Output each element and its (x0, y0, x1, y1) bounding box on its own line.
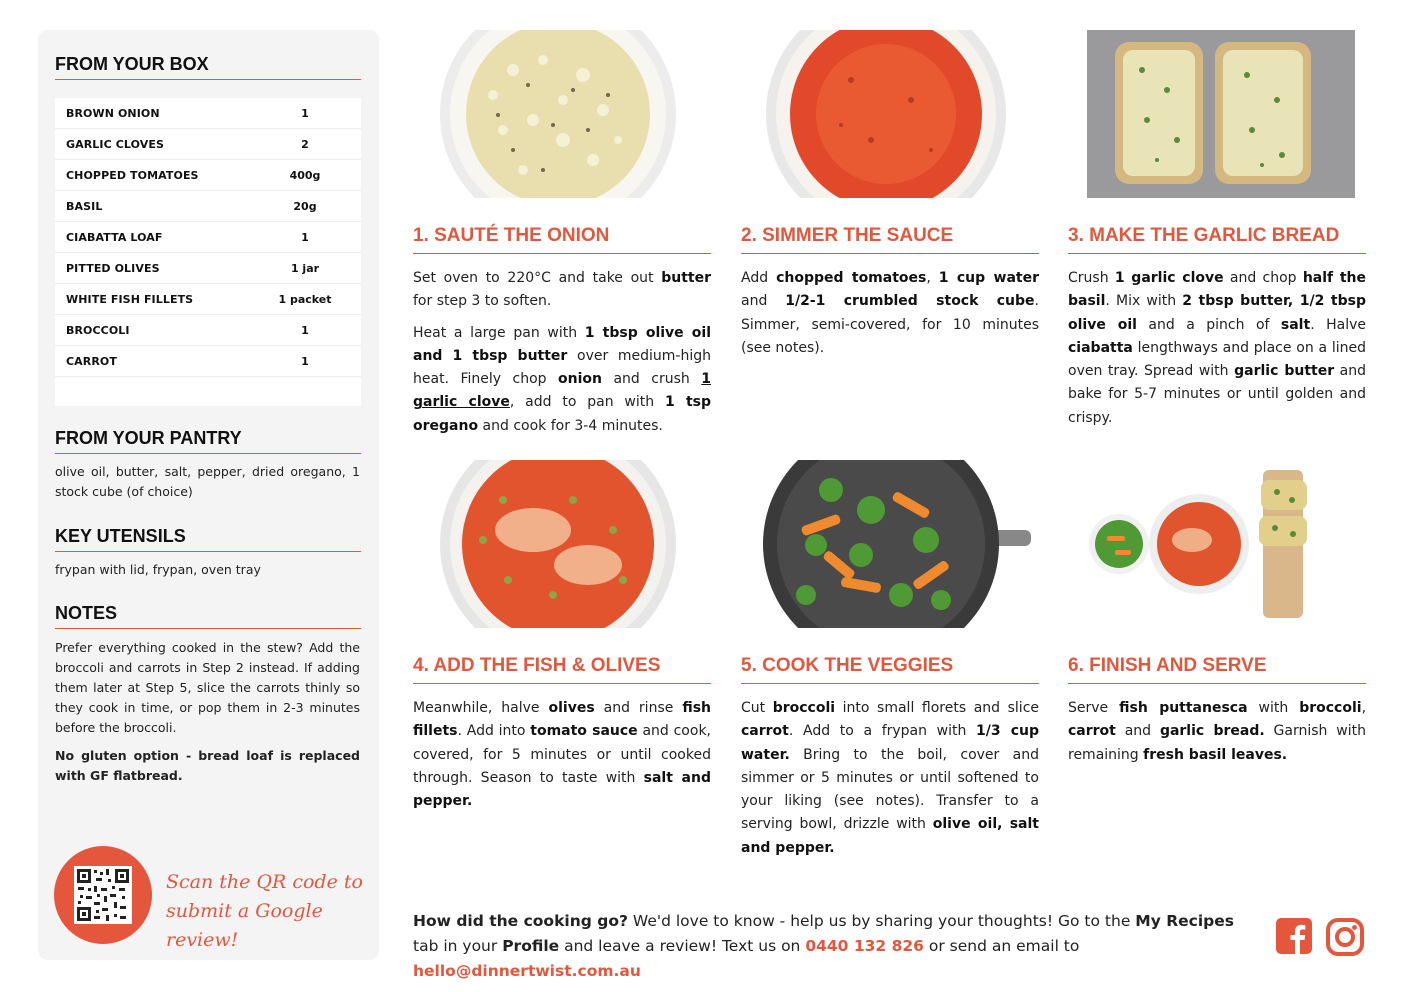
ingredient-row (55, 98, 361, 129)
step-2-text (741, 267, 1039, 368)
step-4-image (413, 460, 711, 628)
step-5-title: 5. COOK THE VEGGIES (741, 655, 1039, 684)
pantry-text: olive oil, butter, salt, pepper, dried oregano, 1 stock cube (of choice) (55, 464, 360, 499)
ingredient-qty: 400g (289, 168, 321, 182)
from-your-box-title: FROM YOUR BOX (55, 54, 361, 80)
step-4-text (413, 697, 711, 821)
ingredient-name: BROCCOLI (66, 323, 130, 337)
ingredient-row (55, 253, 361, 284)
my-recipes-link[interactable]: My Recipes (1135, 912, 1234, 930)
ingredient-qty: 1 packet (278, 292, 332, 306)
footer-question: How did the cooking go? (413, 912, 628, 930)
step-5-paragraph-1: Cut broccoli into small florets and slice carrot. Add to a frypan with 1/3 cup water. Bring to the boil, cover and simmer or 5 minutes or until softened to your liking (see notes). Transfer to a serving bowl, drizzle with olive oil, salt and pepper. (741, 700, 1039, 856)
step-2-paragraph-1: Add chopped tomatoes, 1 cup water and 1/2-1 crumbled stock cube. Simmer, semi-covered, for 10 minutes (see notes). (741, 270, 1040, 356)
step-4-title: 4. ADD THE FISH & OLIVES (413, 655, 711, 684)
ingredient-name: BASIL (66, 199, 103, 213)
step-6-text (1068, 697, 1366, 775)
qr-caption-line1: Scan the QR code to (166, 871, 363, 893)
ingredient-qty: 20g (293, 199, 317, 213)
ingredient-name: BROWN ONION (66, 106, 160, 120)
review-footer: How did the cooking go? We'd love to know - help us by sharing your thoughts! Go to the My Recipes tab in your Profile and leave a review! Text us on 0440 132 826 or send an email to hello@dinnertwist.com.au (413, 912, 1234, 980)
step-5-image (741, 460, 1039, 628)
step-3-paragraph-1: Crush 1 garlic clove and chop half the basil. Mix with 2 tbsp butter, 1/2 tbsp olive oil and a pinch of salt. Halve ciabatta lengthways and place on a lined oven tray. Spread with garlic butter and bake for 5-7 minutes or until golden and crispy. (1068, 270, 1366, 426)
qr-caption (166, 868, 366, 955)
step-6-title: 6. FINISH AND SERVE (1068, 655, 1366, 684)
from-your-pantry-title: FROM YOUR PANTRY (55, 428, 361, 454)
sidebar (38, 30, 379, 960)
ingredient-row (55, 191, 361, 222)
ingredient-qty: 1 jar (290, 261, 320, 275)
ingredient-name: GARLIC CLOVES (66, 137, 165, 151)
ingredient-qty: 2 (301, 137, 309, 151)
step-4-paragraph-1: Meanwhile, halve olives and rinse fish fillets. Add into tomato sauce and cook, covered, for 5 minutes or until cooked through. Season to taste with salt and pepper. (413, 700, 711, 810)
step-3-image (1087, 30, 1355, 198)
phone-link[interactable]: 0440 132 826 (805, 937, 924, 955)
ingredient-row (55, 315, 361, 346)
ingredient-qty: 1 (301, 323, 309, 337)
ingredient-row (55, 222, 361, 253)
step-2-title: 2. SIMMER THE SAUCE (741, 225, 1039, 254)
ingredient-row (55, 160, 361, 191)
ingredient-name: PITTED OLIVES (66, 261, 160, 275)
notes-text: Prefer everything cooked in the stew? Add the broccoli and carrots in Step 2 instead. If adding them later at Step 5, slice the carrots thinly so they cook in time, or pop them in 2-3 minutes before the broccoli. (55, 640, 360, 735)
instagram-icon[interactable] (1326, 918, 1364, 960)
qr-caption-line2: submit a Google review! (166, 900, 323, 951)
facebook-icon[interactable] (1276, 918, 1312, 958)
step-1-image (413, 30, 711, 198)
ingredient-row (55, 346, 361, 377)
step-1-paragraph-1: Set oven to 220°C and take out butter for step 3 to soften. (413, 270, 711, 310)
ingredient-row (55, 129, 361, 160)
ingredient-qty: 1 (301, 354, 309, 368)
step-6-paragraph-1: Serve fish puttanesca with broccoli, carrot and garlic bread. Garnish with remaining fresh basil leaves. (1068, 700, 1367, 763)
ingredient-qty: 1 (301, 106, 309, 120)
qr-code[interactable] (74, 866, 132, 924)
step-1-title: 1. SAUTÉ THE ONION (413, 225, 711, 254)
ingredients-table (55, 98, 361, 406)
key-utensils-title: KEY UTENSILS (55, 526, 361, 552)
notes-title: NOTES (55, 603, 361, 629)
ingredient-name: WHITE FISH FILLETS (66, 292, 194, 306)
ingredient-name: CARROT (66, 354, 117, 368)
step-6-image (1087, 460, 1355, 628)
email-link[interactable]: hello@dinnertwist.com.au (413, 962, 641, 980)
step-2-image (741, 30, 1039, 198)
ingredient-name: CHOPPED TOMATOES (66, 168, 199, 182)
step-3-title: 3. MAKE THE GARLIC BREAD (1068, 225, 1366, 254)
step-1-paragraph-2: Heat a large pan with 1 tbsp olive oil and 1 tbsp butter over medium-high heat. Finely chop onion and crush 1 garlic clove, add to pan with 1 tsp oregano and cook for 3-4 minutes. (413, 324, 712, 434)
profile-link[interactable]: Profile (502, 937, 560, 955)
step-1-text (413, 267, 711, 446)
step-3-text (1068, 267, 1366, 438)
notes-gluten-text: No gluten option - bread loaf is replaced with GF flatbread. (55, 748, 360, 783)
ingredient-row (55, 284, 361, 315)
qr-code-badge[interactable] (54, 846, 152, 944)
ingredient-qty: 1 (301, 230, 309, 244)
utensils-text: frypan with lid, frypan, oven tray (55, 562, 261, 577)
ingredient-name: CIABATTA LOAF (66, 230, 163, 244)
step-5-text (741, 697, 1039, 868)
